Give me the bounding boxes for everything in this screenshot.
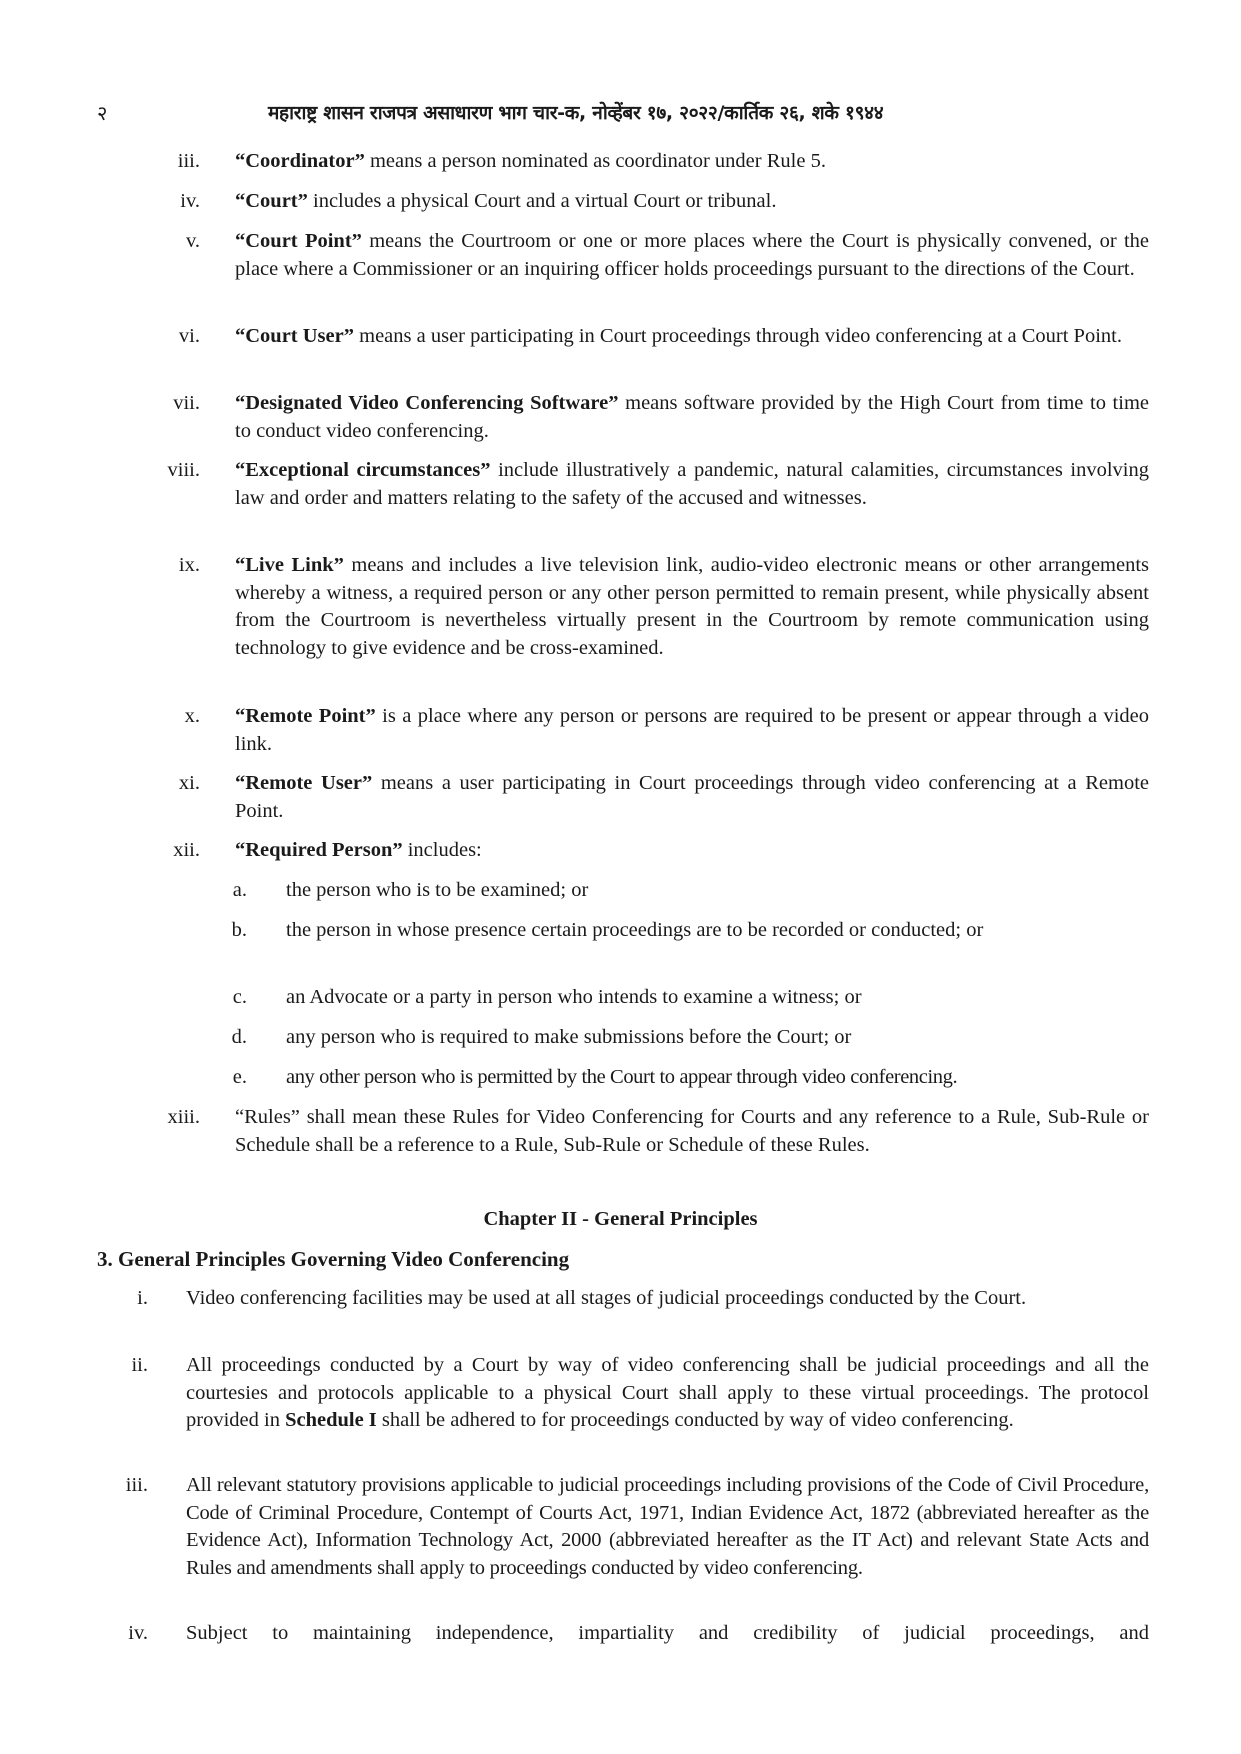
item-text: Video conferencing facilities may be used at all stages of judicial proceedings conducted by the Court. [186,1287,1027,1309]
item-text: All relevant statutory provisions applicable to judicial proceedings including provisions of the Code of Civil Procedure, Code of Criminal Procedure, Contempt of Courts Act, 1971, Indian Evidence Act, 1872 (abbreviated hereafter as the Evidence Act), Information Technology Act, 2000 (abbreviated hereafter as the IT Act) and relevant State Acts and Rules and amendments shall apply to proceedings conducted by video conferencing. [186,1474,1149,1579]
defined-term: “Court User” [235,325,354,347]
item-number: iii. [177,150,200,172]
item-letter: d. [231,1026,247,1048]
item-number: vii. [173,392,200,414]
item-text: “Remote User” means a user participating in Court proceedings through video conferencing at a Remote Point. [235,772,1149,822]
item-number: iii. [125,1474,148,1496]
item-letter: e. [232,1066,247,1088]
item-text: the person in whose presence certain proceedings are to be recorded or conducted; or [286,919,984,941]
item-text: the person who is to be examined; or [286,879,589,901]
item-letter: b. [231,919,247,941]
item-text: any person who is required to make submissions before the Court; or [286,1026,852,1048]
chapter-heading: Chapter II - General Principles [483,1208,758,1230]
item-number: vi. [178,325,200,347]
item-text: “Live Link” means and includes a live television link, audio-video electronic means or other arrangements whereby a witness, a required person or any other person permitted to remain present, while physically absent from the Courtroom is nevertheless virtually present in the Courtroom by remote communication using technology to give evidence and be cross-examined. [235,554,1150,659]
item-number: viii. [167,459,200,481]
defined-term: “Coordinator” [235,150,365,172]
item-number: ii. [131,1354,148,1376]
defined-term: “Remote User” [235,772,373,794]
item-number: xii. [173,839,200,861]
defined-term: “Required Person” [235,839,403,861]
item-text: “Required Person” includes: [235,839,482,861]
item-text: “Court User” means a user participating in Court proceedings through video conferencing at a Court Point. [235,325,1122,347]
page-header [0,100,1241,132]
item-number: x. [184,705,200,727]
item-text: “Coordinator” means a person nominated as coordinator under Rule 5. [235,150,826,172]
item-number: xiii. [167,1106,200,1128]
item-text: any other person who is permitted by the Court to appear through video conferencing. [286,1066,958,1088]
item-number: i. [137,1287,148,1309]
item-text: “Court Point” means the Courtroom or one or more places where the Court is physically convened, or the place where a Commissioner or an inquiring officer holds proceedings pursuant to the directions of the Court. [235,230,1150,280]
gazette-title: महाराष्ट्र शासन राजपत्र असाधारण भाग चार-क, नोव्हेंबर १७, २०२२/कार्तिक २६, शके १९४४ [268,102,884,124]
item-letter: c. [232,986,247,1008]
defined-term: “Designated Video Conferencing Software” [235,392,619,414]
item-text: “Rules” shall mean these Rules for Video Conferencing for Courts and any reference to a Rule, Sub-Rule or Schedule shall be a reference to a Rule, Sub-Rule or Schedule of these Rules. [235,1106,1149,1156]
item-text: “Court” includes a physical Court and a virtual Court or tribunal. [235,190,777,212]
item-number: ix. [178,554,200,576]
item-number: iv. [128,1622,148,1644]
section-heading: 3. General Principles Governing Video Conferencing [97,1247,570,1271]
schedule-reference: Schedule I [285,1409,377,1431]
item-number: iv. [180,190,200,212]
item-number: v. [185,230,200,252]
defined-term: “Remote Point” [235,705,376,727]
item-text: All proceedings conducted by a Court by way of video conferencing shall be judicial proceedings and all the courtesies and protocols applicable to a physical Court shall apply to these virtual proceedings. The protocol provided in Schedule I shall be adhered to for proceedings conducted by way of video conferencing. [186,1354,1149,1431]
item-letter: a. [232,879,247,901]
item-text: “Exceptional circumstances” include illustratively a pandemic, natural calamities, circumstances involving law and order and matters relating to the safety of the accused and witnesses. [235,459,1150,509]
defined-term: “Live Link” [235,554,344,576]
item-text: an Advocate or a party in person who intends to examine a witness; or [286,986,862,1008]
page-number: २ [97,101,108,125]
defined-term: “Court” [235,190,308,212]
defined-term: “Court Point” [235,230,362,252]
item-number: xi. [178,772,200,794]
item-text: “Remote Point” is a place where any person or persons are required to be present or appear through a video link. [235,705,1150,755]
item-text: “Designated Video Conferencing Software” means software provided by the High Court from time to time to conduct video conferencing. [235,392,1149,442]
defined-term: “Exceptional circumstances” [235,459,491,481]
item-text: Subject to maintaining independence, impartiality and credibility of judicial proceedings, and [186,1622,1149,1644]
